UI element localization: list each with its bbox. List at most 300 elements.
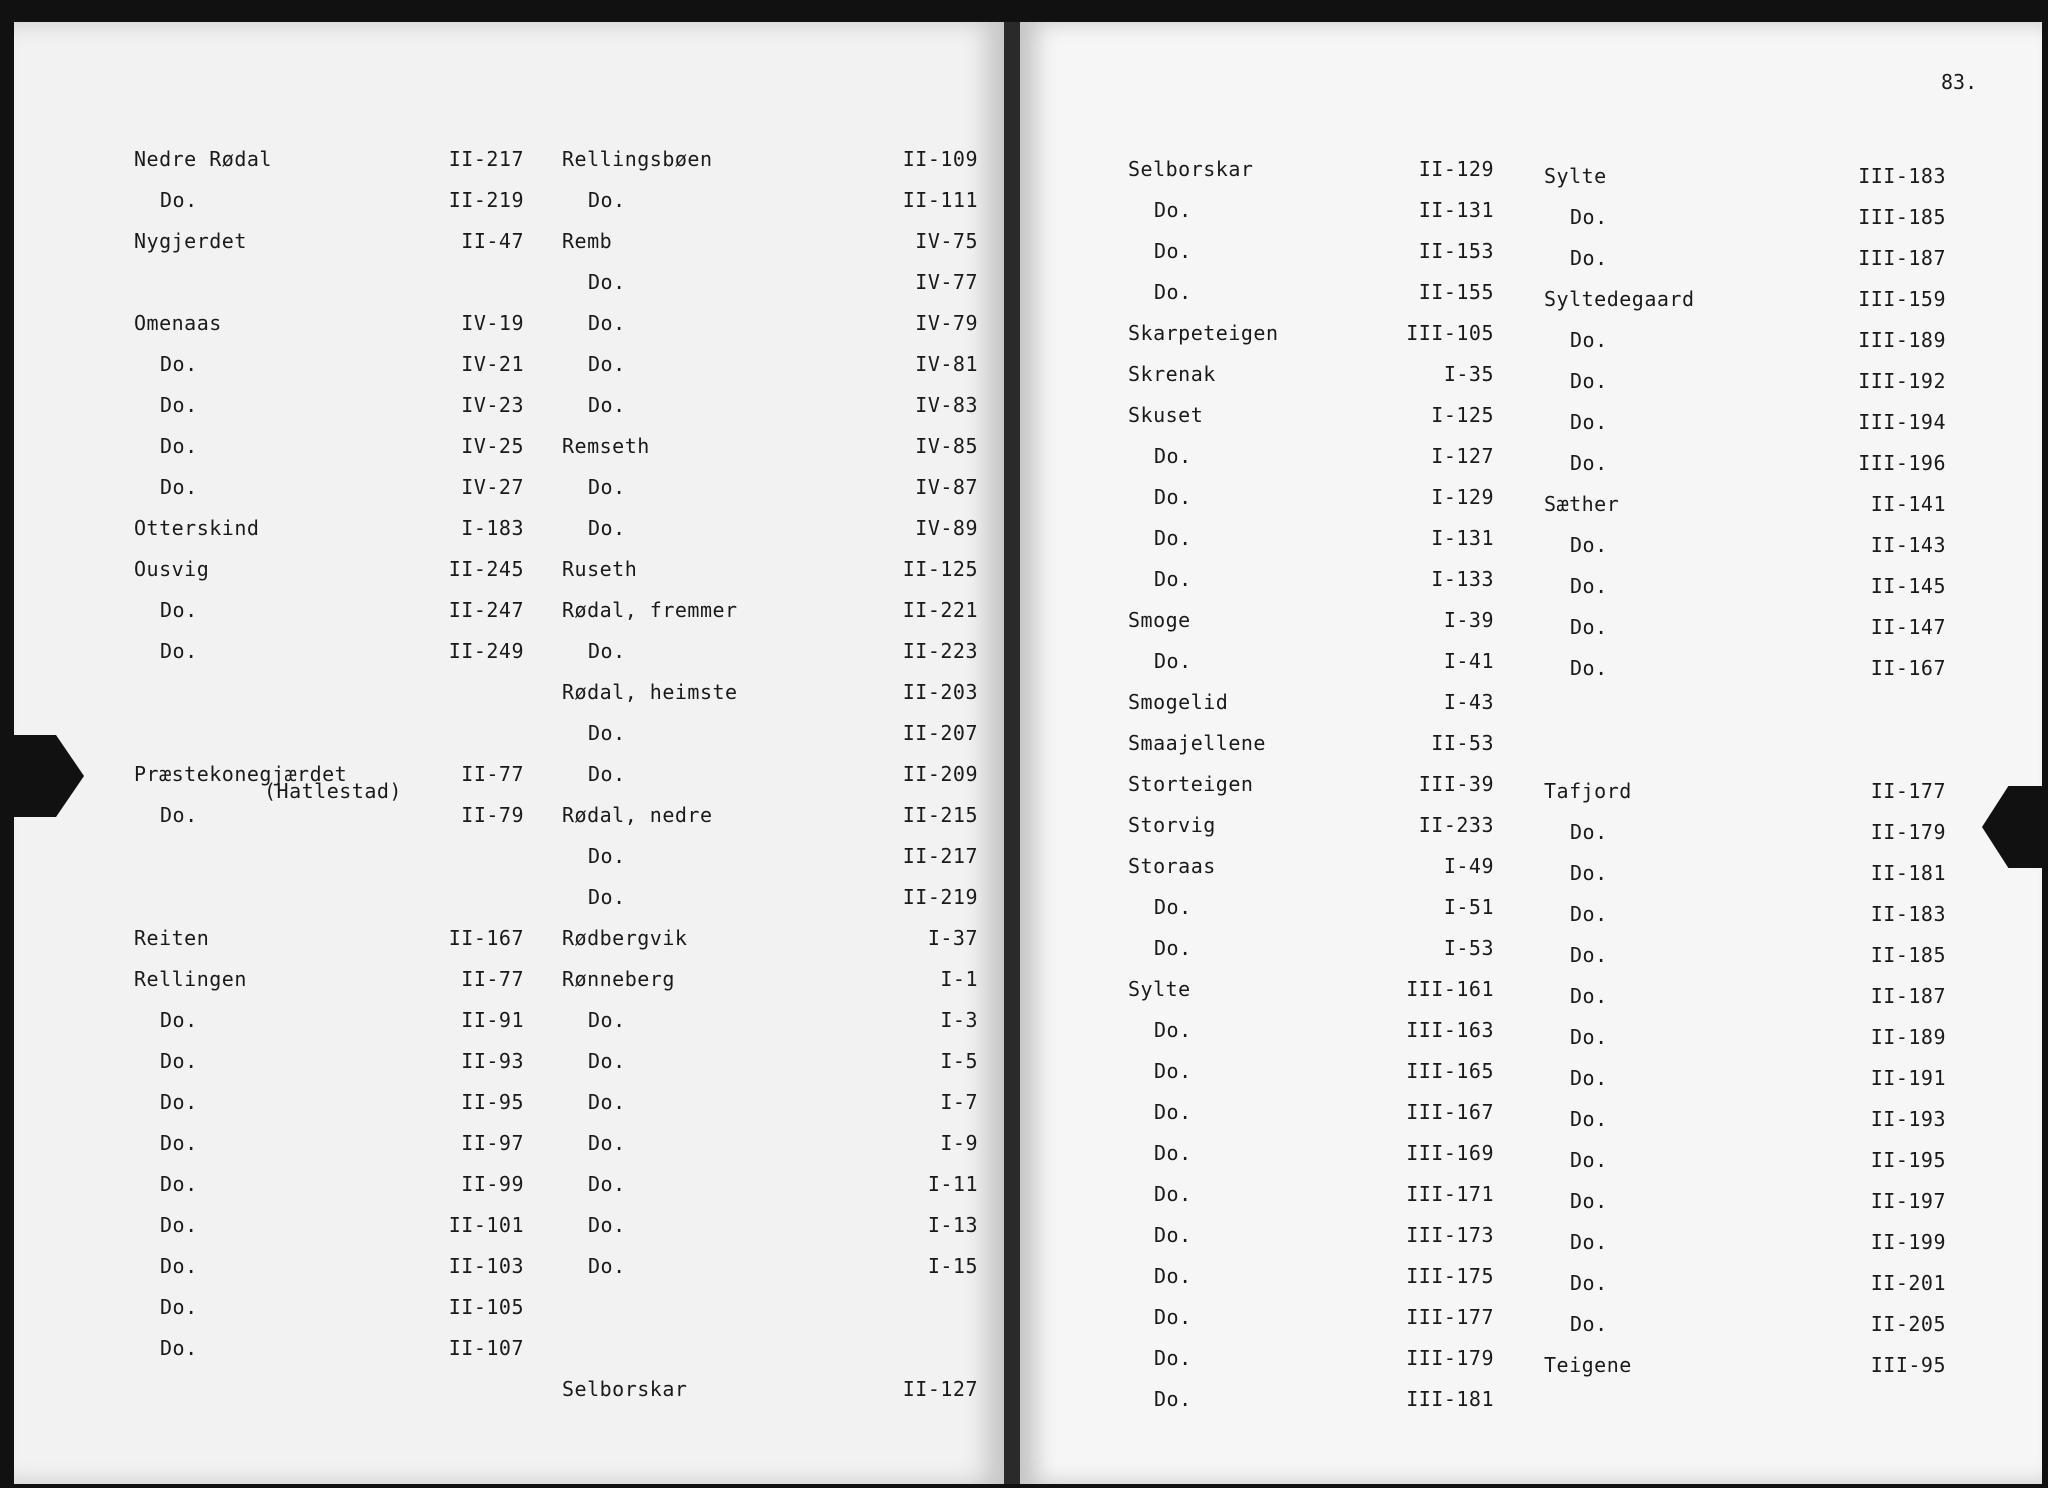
index-entry [562, 343, 978, 384]
index-entry [1128, 1337, 1494, 1378]
index-entry [1128, 353, 1494, 394]
farm-name: Sylte [1128, 976, 1191, 1001]
farm-name: Do. [1154, 238, 1192, 263]
volume-page-ref: III-171 [1406, 1181, 1494, 1206]
volume-page-ref: I-13 [927, 1212, 978, 1237]
index-entry [134, 1040, 524, 1081]
volume-page-ref: III-167 [1406, 1099, 1494, 1124]
volume-page-ref: II-155 [1418, 279, 1494, 304]
farm-name: Do. [588, 392, 626, 417]
volume-page-ref: I-37 [927, 925, 978, 950]
farm-name-subtitle: (Hatlestad) [264, 779, 402, 803]
farm-name: Rødal, fremmer [562, 597, 738, 622]
page-number: 83. [1941, 70, 1978, 94]
index-entry [562, 220, 978, 261]
farm-name: Do. [1570, 819, 1608, 844]
farm-name: Do. [160, 474, 198, 499]
farm-name: Smoge [1128, 607, 1191, 632]
index-entry [562, 999, 978, 1040]
farm-name: Do. [1154, 1017, 1192, 1042]
index-entry [1544, 1303, 1946, 1344]
farm-name: Do. [1154, 1304, 1192, 1329]
index-column-3 [1128, 148, 1494, 1419]
index-entry [134, 1163, 524, 1204]
volume-page-ref: II-203 [902, 679, 978, 704]
volume-page-ref: II-191 [1870, 1065, 1946, 1090]
volume-page-ref: II-195 [1870, 1147, 1946, 1172]
farm-name: Do. [1570, 1065, 1608, 1090]
volume-page-ref: II-97 [461, 1130, 524, 1155]
volume-page-ref: II-209 [902, 761, 978, 786]
volume-page-ref: IV-27 [461, 474, 524, 499]
farm-name: Do. [588, 474, 626, 499]
volume-page-ref: II-219 [902, 884, 978, 909]
farm-name: Smogelid [1128, 689, 1229, 714]
index-entry [1544, 442, 1946, 483]
index-entry [1128, 1296, 1494, 1337]
volume-page-ref: IV-21 [461, 351, 524, 376]
farm-name: Do. [1154, 279, 1192, 304]
farm-name: Do. [1570, 1270, 1608, 1295]
index-entry [1128, 1009, 1494, 1050]
index-column-2 [562, 138, 978, 1409]
volume-page-ref: II-233 [1418, 812, 1494, 837]
volume-page-ref: II-105 [448, 1294, 524, 1319]
index-entry [562, 466, 978, 507]
index-entry [134, 917, 524, 958]
farm-name: Do. [1154, 525, 1192, 550]
volume-page-ref: III-163 [1406, 1017, 1494, 1042]
farm-name: Nygjerdet [134, 228, 247, 253]
farm-name: Skrenak [1128, 361, 1216, 386]
index-entry [134, 999, 524, 1040]
index-entry [562, 138, 978, 179]
index-entry [562, 1081, 978, 1122]
farm-name: Do. [1570, 327, 1608, 352]
index-entry [1128, 886, 1494, 927]
volume-page-ref: III-95 [1870, 1352, 1946, 1377]
farm-name: Do. [1570, 901, 1608, 926]
index-entry [1544, 852, 1946, 893]
farm-name: Do. [1570, 942, 1608, 967]
farm-name: Do. [1570, 983, 1608, 1008]
volume-page-ref: I-53 [1443, 935, 1494, 960]
volume-page-ref: II-91 [461, 1007, 524, 1032]
index-entry [134, 630, 524, 671]
index-entry [1128, 189, 1494, 230]
volume-page-ref: IV-89 [915, 515, 978, 540]
volume-page-ref: III-161 [1406, 976, 1494, 1001]
farm-name: Tafjord [1544, 778, 1632, 803]
volume-page-ref: III-169 [1406, 1140, 1494, 1165]
index-entry [1544, 278, 1946, 319]
index-entry [562, 712, 978, 753]
volume-page-ref: II-215 [902, 802, 978, 827]
volume-page-ref: II-131 [1418, 197, 1494, 222]
index-entry [562, 835, 978, 876]
volume-page-ref: I-35 [1443, 361, 1494, 386]
index-column-4 [1544, 155, 1946, 1385]
volume-page-ref: IV-23 [461, 392, 524, 417]
farm-name: Do. [1154, 894, 1192, 919]
farm-name: Reiten [134, 925, 210, 950]
volume-page-ref: II-247 [448, 597, 524, 622]
volume-page-ref: II-205 [1870, 1311, 1946, 1336]
index-entry [1544, 196, 1946, 237]
volume-page-ref: IV-75 [915, 228, 978, 253]
volume-page-ref: II-93 [461, 1048, 524, 1073]
volume-page-ref: II-181 [1870, 860, 1946, 885]
index-entry [1128, 476, 1494, 517]
farm-name: Do. [160, 187, 198, 212]
index-entry [562, 1122, 978, 1163]
blank-row [134, 876, 524, 917]
volume-page-ref: III-173 [1406, 1222, 1494, 1247]
volume-page-ref: II-167 [1870, 655, 1946, 680]
blank-row [134, 261, 524, 302]
farm-name: Do. [160, 1335, 198, 1360]
volume-page-ref: II-127 [902, 1376, 978, 1401]
volume-page-ref: IV-19 [461, 310, 524, 335]
farm-name: Storaas [1128, 853, 1216, 878]
volume-page-ref: II-219 [448, 187, 524, 212]
farm-name: Do. [1570, 614, 1608, 639]
farm-name: Storteigen [1128, 771, 1254, 796]
farm-name: Rødal, heimste [562, 679, 738, 704]
index-entry [562, 794, 978, 835]
volume-page-ref: III-192 [1858, 368, 1946, 393]
farm-name: Do. [588, 1130, 626, 1155]
index-entry [562, 917, 978, 958]
volume-page-ref: II-179 [1870, 819, 1946, 844]
farm-name: Remb [562, 228, 613, 253]
volume-page-ref: II-77 [461, 761, 524, 786]
blank-row [134, 712, 524, 753]
farm-name: Do. [160, 638, 198, 663]
volume-page-ref: I-39 [1443, 607, 1494, 632]
index-entry [1544, 647, 1946, 688]
volume-page-ref: II-189 [1870, 1024, 1946, 1049]
farm-name: Do. [160, 802, 198, 827]
volume-page-ref: III-105 [1406, 320, 1494, 345]
volume-page-ref: I-129 [1431, 484, 1494, 509]
index-entry [1128, 271, 1494, 312]
farm-name: Rønneberg [562, 966, 675, 991]
index-entry [1544, 606, 1946, 647]
volume-page-ref: II-111 [902, 187, 978, 212]
farm-name: Sæther [1544, 491, 1620, 516]
farm-name: Do. [1570, 1106, 1608, 1131]
volume-page-ref: II-95 [461, 1089, 524, 1114]
volume-page-ref: II-207 [902, 720, 978, 745]
index-entry [1544, 524, 1946, 565]
farm-name: Do. [1570, 368, 1608, 393]
index-entry [134, 179, 524, 220]
volume-page-ref: II-245 [448, 556, 524, 581]
index-entry [1128, 804, 1494, 845]
farm-name: Do. [160, 597, 198, 622]
volume-page-ref: II-249 [448, 638, 524, 663]
volume-page-ref: I-1 [940, 966, 978, 991]
index-entry [1128, 681, 1494, 722]
index-entry [134, 302, 524, 343]
index-entry [1128, 968, 1494, 1009]
index-entry [562, 589, 978, 630]
farm-name: Do. [1154, 1099, 1192, 1124]
index-entry [1544, 483, 1946, 524]
volume-page-ref: II-103 [448, 1253, 524, 1278]
index-entry [1544, 237, 1946, 278]
farm-name: Do. [1154, 1345, 1192, 1370]
farm-name: Do. [1154, 648, 1192, 673]
index-entry [1128, 763, 1494, 804]
index-entry [1128, 599, 1494, 640]
index-entry [562, 302, 978, 343]
farm-name: Rellingen [134, 966, 247, 991]
index-entry [134, 138, 524, 179]
volume-page-ref: III-181 [1406, 1386, 1494, 1411]
farm-name: Do. [1570, 573, 1608, 598]
index-entry [1128, 1132, 1494, 1173]
volume-page-ref: IV-83 [915, 392, 978, 417]
index-entry [1544, 1180, 1946, 1221]
volume-page-ref: II-221 [902, 597, 978, 622]
farm-name: Do. [160, 1007, 198, 1032]
volume-page-ref: II-101 [448, 1212, 524, 1237]
volume-page-ref: II-145 [1870, 573, 1946, 598]
book-gutter [1004, 22, 1020, 1484]
volume-page-ref: I-7 [940, 1089, 978, 1114]
blank-row [134, 835, 524, 876]
farm-name: Do. [588, 187, 626, 212]
farm-name: Do. [1154, 1181, 1192, 1206]
blank-row [1544, 688, 1946, 729]
farm-name: Do. [160, 1130, 198, 1155]
index-entry [562, 958, 978, 999]
index-entry [562, 261, 978, 302]
volume-page-ref: III-189 [1858, 327, 1946, 352]
index-entry [1128, 230, 1494, 271]
volume-page-ref: III-194 [1858, 409, 1946, 434]
volume-page-ref: II-53 [1431, 730, 1494, 755]
volume-page-ref: III-177 [1406, 1304, 1494, 1329]
farm-name: Do. [1154, 443, 1192, 468]
blank-row [562, 1327, 978, 1368]
farm-name: Do. [588, 515, 626, 540]
farm-name: Do. [588, 761, 626, 786]
index-entry [562, 179, 978, 220]
farm-name: Skuset [1128, 402, 1204, 427]
volume-page-ref: III-187 [1858, 245, 1946, 270]
volume-page-ref: II-77 [461, 966, 524, 991]
farm-name: Do. [1570, 532, 1608, 557]
volume-page-ref: II-197 [1870, 1188, 1946, 1213]
index-entry [1128, 1255, 1494, 1296]
index-entry [134, 958, 524, 999]
index-entry [1128, 722, 1494, 763]
farm-name: Rødbergvik [562, 925, 688, 950]
volume-page-ref: III-159 [1858, 286, 1946, 311]
volume-page-ref: III-185 [1858, 204, 1946, 229]
volume-page-ref: IV-79 [915, 310, 978, 335]
farm-name: Do. [588, 884, 626, 909]
volume-page-ref: II-141 [1870, 491, 1946, 516]
volume-page-ref: I-127 [1431, 443, 1494, 468]
index-entry [1128, 517, 1494, 558]
index-entry [562, 1245, 978, 1286]
volume-page-ref: II-129 [1418, 156, 1494, 181]
farm-name: Sylte [1544, 163, 1607, 188]
index-entry [1544, 1262, 1946, 1303]
farm-name: Do. [588, 310, 626, 335]
volume-page-ref: I-51 [1443, 894, 1494, 919]
index-entry [134, 589, 524, 630]
farm-name: Do. [1570, 1147, 1608, 1172]
farm-name: Do. [588, 1212, 626, 1237]
volume-page-ref: I-125 [1431, 402, 1494, 427]
index-entry [134, 1327, 524, 1368]
farm-name: Do. [588, 1048, 626, 1073]
farm-name: Skarpeteigen [1128, 320, 1279, 345]
index-entry [1128, 1050, 1494, 1091]
farm-name: Do. [1154, 1058, 1192, 1083]
volume-page-ref: IV-81 [915, 351, 978, 376]
farm-name: Smaajellene [1128, 730, 1266, 755]
volume-page-ref: II-167 [448, 925, 524, 950]
index-entry [1544, 770, 1946, 811]
volume-page-ref: I-3 [940, 1007, 978, 1032]
volume-page-ref: IV-77 [915, 269, 978, 294]
volume-page-ref: IV-85 [915, 433, 978, 458]
index-entry [562, 876, 978, 917]
index-entry [1544, 155, 1946, 196]
volume-page-ref: II-47 [461, 228, 524, 253]
volume-page-ref: I-41 [1443, 648, 1494, 673]
farm-name: Do. [588, 1171, 626, 1196]
index-entry [134, 1204, 524, 1245]
farm-name: Syltedegaard [1544, 286, 1695, 311]
index-entry [1128, 558, 1494, 599]
farm-name: Do. [588, 351, 626, 376]
index-entry [562, 425, 978, 466]
volume-page-ref: III-39 [1418, 771, 1494, 796]
volume-page-ref: I-133 [1431, 566, 1494, 591]
volume-page-ref: II-185 [1870, 942, 1946, 967]
farm-name: Do. [588, 843, 626, 868]
farm-name: Selborskar [1128, 156, 1254, 181]
index-entry [134, 794, 524, 835]
index-entry [1544, 893, 1946, 934]
index-entry [1128, 1091, 1494, 1132]
volume-page-ref: II-183 [1870, 901, 1946, 926]
farm-name: Do. [1570, 860, 1608, 885]
index-entry [562, 1040, 978, 1081]
farm-name: Do. [160, 1089, 198, 1114]
farm-name: Do. [1570, 204, 1608, 229]
volume-page-ref: III-183 [1858, 163, 1946, 188]
farm-name: Do. [1570, 245, 1608, 270]
farm-name: Do. [588, 1007, 626, 1032]
farm-name: Do. [160, 1253, 198, 1278]
farm-name: Do. [1570, 450, 1608, 475]
farm-name: Do. [1154, 197, 1192, 222]
index-entry [134, 384, 524, 425]
farm-name: Do. [1570, 1229, 1608, 1254]
volume-page-ref: I-43 [1443, 689, 1494, 714]
index-entry [1544, 565, 1946, 606]
farm-name: Do. [1154, 1386, 1192, 1411]
farm-name: Do. [160, 433, 198, 458]
farm-name: Rødal, nedre [562, 802, 713, 827]
volume-page-ref: II-177 [1870, 778, 1946, 803]
volume-page-ref: I-183 [461, 515, 524, 540]
index-entry [562, 1204, 978, 1245]
index-entry [1128, 435, 1494, 476]
index-entry [1128, 1378, 1494, 1419]
volume-page-ref: III-175 [1406, 1263, 1494, 1288]
volume-page-ref: II-201 [1870, 1270, 1946, 1295]
volume-page-ref: I-131 [1431, 525, 1494, 550]
farm-name: Rellingsbøen [562, 146, 713, 171]
index-entry [1128, 927, 1494, 968]
farm-name: Omenaas [134, 310, 222, 335]
index-entry [1544, 1344, 1946, 1385]
index-entry [1128, 148, 1494, 189]
volume-page-ref: II-125 [902, 556, 978, 581]
farm-name: Do. [1570, 409, 1608, 434]
farm-name: Do. [160, 1212, 198, 1237]
farm-name: Do. [1154, 935, 1192, 960]
index-entry [562, 753, 978, 794]
index-entry [1128, 1173, 1494, 1214]
farm-name: Nedre Rødal [134, 146, 272, 171]
volume-page-ref: I-9 [940, 1130, 978, 1155]
index-entry [134, 425, 524, 466]
volume-page-ref: I-11 [927, 1171, 978, 1196]
volume-page-ref: II-217 [902, 843, 978, 868]
farm-name: Do. [160, 1294, 198, 1319]
blank-row [1544, 729, 1946, 770]
index-entry [562, 1368, 978, 1409]
farm-name: Præstekonegjærdet [134, 761, 348, 786]
farm-name: Do. [160, 1048, 198, 1073]
volume-page-ref: II-107 [448, 1335, 524, 1360]
index-entry [1544, 1139, 1946, 1180]
farm-name: Do. [1154, 1263, 1192, 1288]
farm-name: Ousvig [134, 556, 210, 581]
index-entry [1544, 811, 1946, 852]
volume-page-ref: II-153 [1418, 238, 1494, 263]
volume-page-ref: II-143 [1870, 532, 1946, 557]
index-entry [1544, 1221, 1946, 1262]
index-entry [562, 384, 978, 425]
index-entry [1544, 319, 1946, 360]
farm-name: Do. [1154, 1140, 1192, 1165]
farm-name: Otterskind [134, 515, 260, 540]
farm-name: Do. [1570, 655, 1608, 680]
index-entry [562, 671, 978, 712]
volume-page-ref: II-199 [1870, 1229, 1946, 1254]
index-column-1 [134, 138, 524, 1368]
farm-name: Do. [1154, 566, 1192, 591]
index-entry [1128, 640, 1494, 681]
index-entry [134, 1122, 524, 1163]
farm-name: Teigene [1544, 1352, 1632, 1377]
volume-page-ref: I-5 [940, 1048, 978, 1073]
index-entry [134, 753, 524, 803]
volume-page-ref: II-147 [1870, 614, 1946, 639]
index-entry [562, 630, 978, 671]
